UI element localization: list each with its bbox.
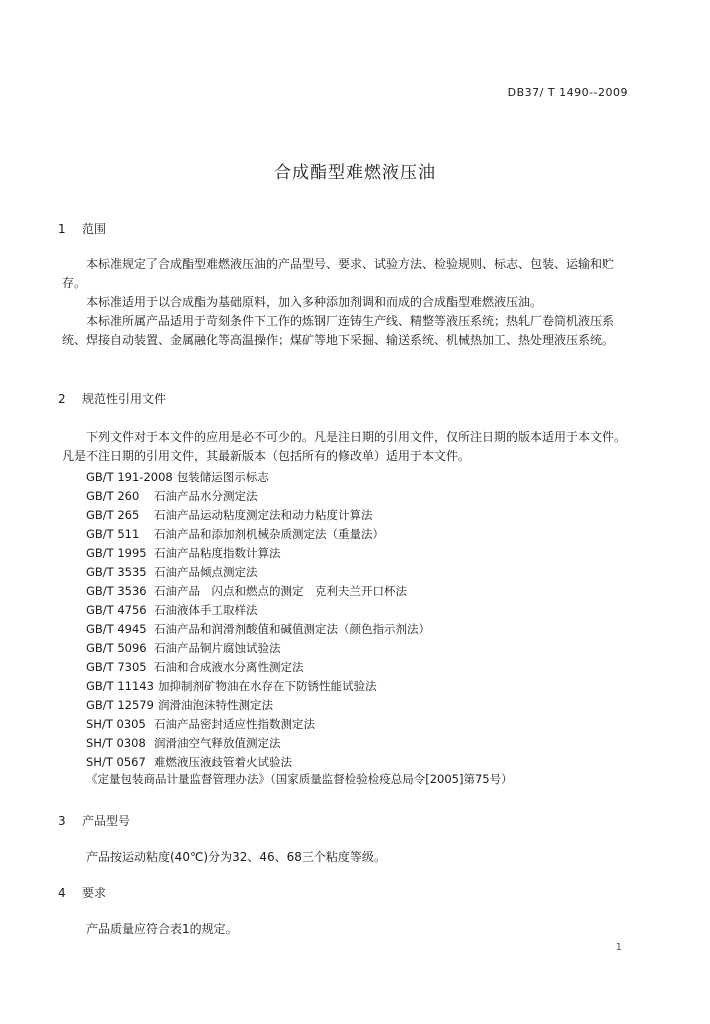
reference-item: GB/T 4756 石油液体手工取样法 <box>86 603 258 617</box>
section-title: 产品型号 <box>82 814 131 828</box>
section-1-heading <box>58 220 106 237</box>
scope-paragraph-1: 本标准规定了合成酯型难燃液压油的产品型号、要求、试验方法、检验规则、标志、包装、运输和贮存。 <box>62 257 615 290</box>
section-title: 范围 <box>82 222 107 236</box>
reference-item: SH/T 0567 难燃液压液歧管着火试验法 <box>86 755 292 769</box>
section-title: 规范性引用文件 <box>82 392 167 406</box>
reference-regulation: 《定量包装商品计量监督管理办法》（国家质量监督检验检疫总局令[2005]第75号） <box>86 772 513 786</box>
section-number: 1 <box>58 222 66 236</box>
standard-code: DB37/ T 1490--2009 <box>507 86 628 99</box>
section-number: 3 <box>58 814 66 828</box>
section-number: 4 <box>58 886 66 900</box>
product-type-text: 产品按运动粘度(40℃)分为32、46、68三个粘度等级。 <box>86 850 386 864</box>
reference-item: GB/T 3535 石油产品倾点测定法 <box>86 565 258 579</box>
reference-item: GB/T 4945 石油产品和润滑剂酸值和碱值测定法（颜色指示剂法） <box>86 622 430 636</box>
reference-item: GB/T 11143 加抑制剂矿物油在水存在下防锈性能试验法 <box>86 679 377 693</box>
reference-item: GB/T 1995 石油产品粘度指数计算法 <box>86 546 281 560</box>
reference-item: GB/T 12579 润滑油泡沫特性测定法 <box>86 698 273 712</box>
section-2-heading <box>58 390 166 407</box>
reference-item: GB/T 3536 石油产品 闪点和燃点的测定 克利夫兰开口杯法 <box>86 584 407 598</box>
reference-item: GB/T 511 石油产品和添加剂机械杂质测定法（重量法） <box>86 527 384 541</box>
reference-list <box>86 468 430 772</box>
document-title: 合成酯型难燃液压油 <box>274 163 436 183</box>
page-number: 1 <box>615 942 622 953</box>
scope-paragraph-3: 本标准所属产品适用于苛刻条件下工作的炼钢厂连铸生产线、精整等液压系统；热轧厂卷筒机液压系统、焊接自动装置、金属融化等高温操作；煤矿等地下采掘、输送系统、机械热加工、热处理液压系统。 <box>62 314 615 347</box>
section-title: 要求 <box>82 886 107 900</box>
references-intro: 下列文件对于本文件的应用是必不可少的。凡是注日期的引用文件，仅所注日期的版本适用于本文件。凡是不注日期的引用文件，其最新版本（包括所有的修改单）适用于本文件。 <box>62 430 627 463</box>
reference-item: GB/T 191-2008 包装储运图示标志 <box>86 470 269 484</box>
section-4-heading <box>58 884 106 901</box>
reference-item: GB/T 5096 石油产品铜片腐蚀试验法 <box>86 641 281 655</box>
requirements-text: 产品质量应符合表1的规定。 <box>86 922 238 936</box>
reference-item: SH/T 0308 润滑油空气释放值测定法 <box>86 736 281 750</box>
reference-item: SH/T 0305 石油产品密封适应性指数测定法 <box>86 717 315 731</box>
reference-item: GB/T 7305 石油和合成液水分离性测定法 <box>86 660 304 674</box>
section-number: 2 <box>58 392 66 406</box>
scope-paragraph-2: 本标准适用于以合成酯为基础原料，加入多种添加剂调和而成的合成酯型难燃液压油。 <box>86 295 543 309</box>
reference-item: GB/T 265 石油产品运动粘度测定法和动力粘度计算法 <box>86 508 373 522</box>
section-3-heading <box>58 812 130 829</box>
reference-item: GB/T 260 石油产品水分测定法 <box>86 489 258 503</box>
